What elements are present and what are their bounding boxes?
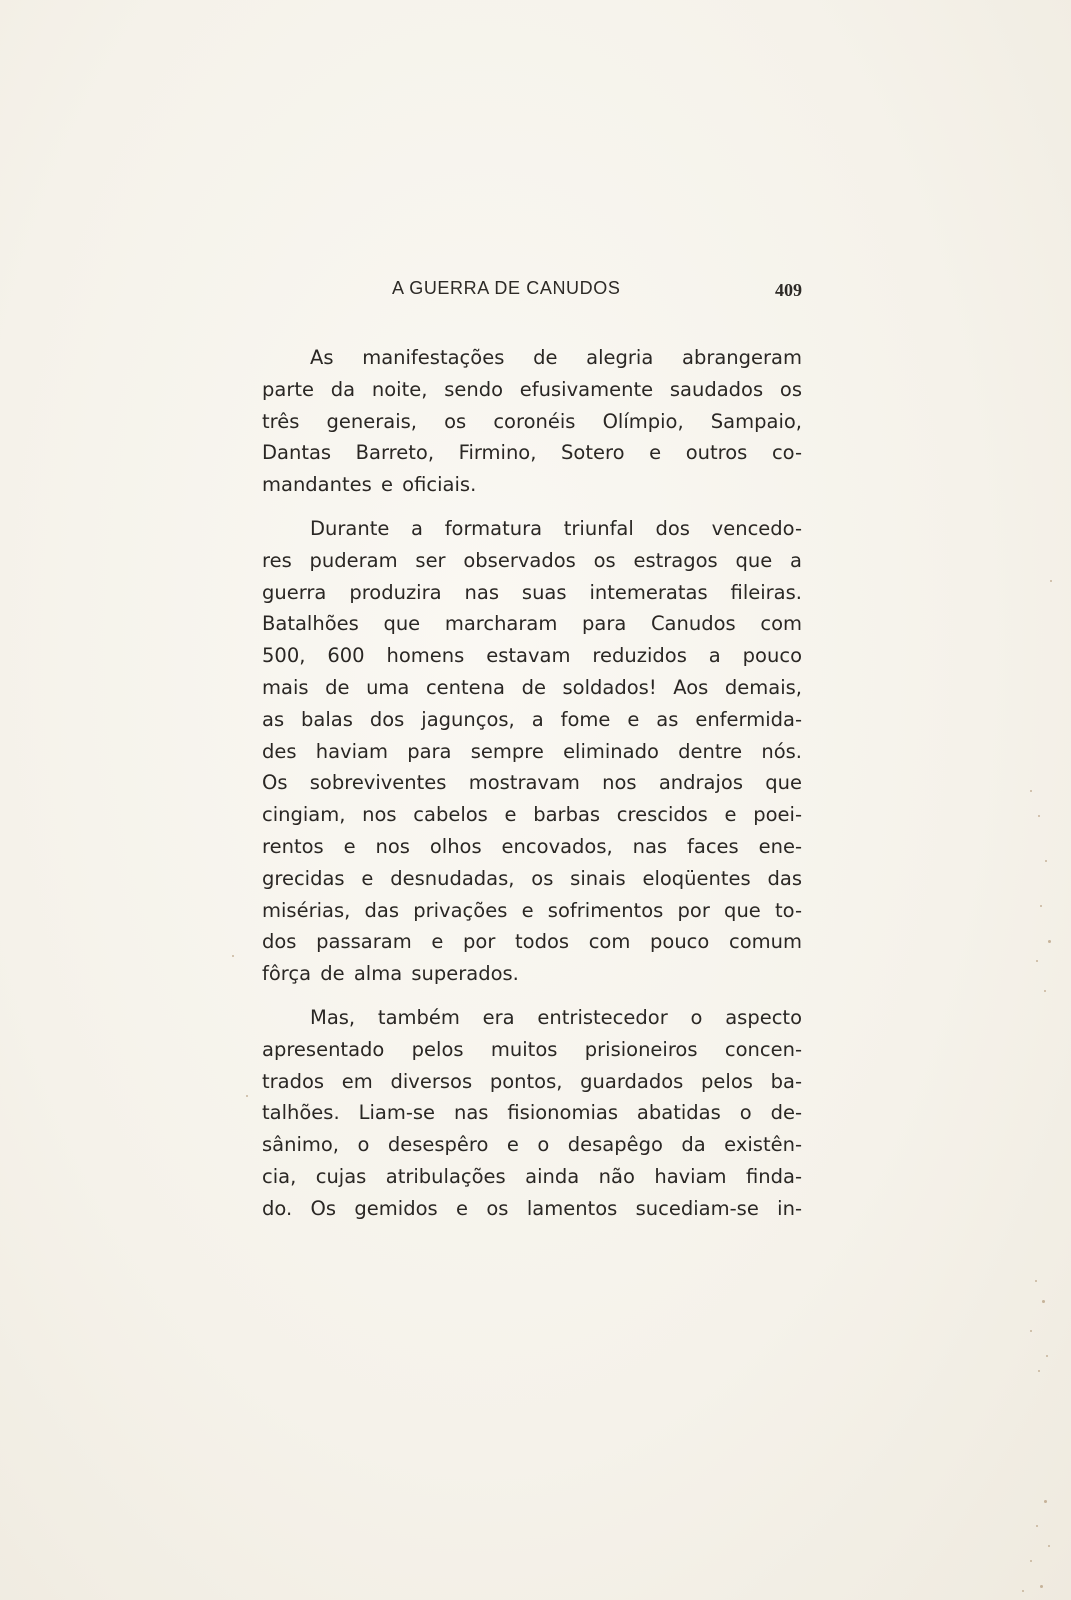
text-line: sânimo, o desespêro e o desapêgo da existên- [262,1133,802,1157]
foxing-speck [1030,1560,1032,1562]
foxing-speck [1044,1500,1047,1503]
running-title: A GUERRA DE CANUDOS [392,278,621,298]
text-line: guerra produzira nas suas intemeratas fileiras. [262,580,802,604]
text-line: des haviam para sempre eliminado dentre nós. [262,739,802,763]
foxing-speck [1038,1370,1040,1372]
foxing-speck [1038,815,1040,817]
text-line: Batalhões que marcharam para Canudos com [262,612,802,636]
text-line: res puderam ser observados os estragos que a [262,548,802,572]
foxing-speck [232,955,234,957]
foxing-speck [1035,1280,1037,1282]
foxing-speck [1040,905,1042,907]
foxing-speck [1045,860,1047,862]
foxing-speck [1046,1355,1048,1357]
text-line: três generais, os coronéis Olímpio, Sampaio, [262,409,802,433]
foxing-speck [1040,1585,1043,1588]
text-line: Dantas Barreto, Firmino, Sotero e outros co- [262,441,802,465]
running-head [262,278,802,304]
foxing-speck [1036,1525,1038,1527]
foxing-speck [246,1095,248,1097]
text-line: cingiam, nos cabelos e barbas crescidos e poei- [262,803,802,827]
text-line: 500, 600 homens estavam reduzidos a pouco [262,644,802,668]
text-line: misérias, das privações e sofrimentos por que to- [262,898,802,922]
text-line: mandantes e oficiais. [262,473,477,497]
foxing-speck [1048,1545,1050,1547]
text-line: Durante a formatura triunfal dos vencedo- [310,516,802,540]
foxing-speck [1050,580,1052,582]
text-line: do. Os gemidos e os lamentos sucediam-se in- [262,1196,802,1220]
foxing-speck [1030,790,1032,792]
text-line: as balas dos jagunços, a fome e as enfermida- [262,707,802,731]
paragraph-2 [262,513,802,990]
foxing-speck [1048,940,1051,943]
text-line: apresentado pelos muitos prisioneiros concen- [262,1037,802,1061]
text-line: talhões. Liam-se nas fisionomias abatidas o de- [262,1101,802,1125]
text-line: trados em diversos pontos, guardados pelos ba- [262,1069,802,1093]
text-line: dos passaram e por todos com pouco comum [262,930,802,954]
text-line: Os sobreviventes mostravam nos andrajos que [262,771,802,795]
text-line: As manifestações de alegria abrangeram [310,346,802,369]
text-line: parte da noite, sendo efusivamente saudados os [262,377,802,401]
paragraph-3 [262,1002,802,1225]
foxing-speck [1036,960,1038,962]
text-line: cia, cujas atribulações ainda não haviam finda- [262,1164,802,1188]
foxing-speck [1042,1300,1045,1303]
text-line: mais de uma centena de soldados! Aos demais, [262,675,802,699]
text-line: grecidas e desnudadas, os sinais eloqüentes das [262,866,802,890]
page-number: 409 [775,280,802,300]
foxing-speck [1030,1330,1032,1332]
body-text [262,342,802,1225]
text-line: fôrça de alma superados. [262,962,519,986]
foxing-speck [1044,990,1046,992]
text-line: Mas, também era entristecedor o aspecto [310,1005,802,1029]
text-line: rentos e nos olhos encovados, nas faces ene- [262,834,802,858]
paragraph-1 [262,342,802,501]
foxing-speck [1022,1590,1024,1592]
